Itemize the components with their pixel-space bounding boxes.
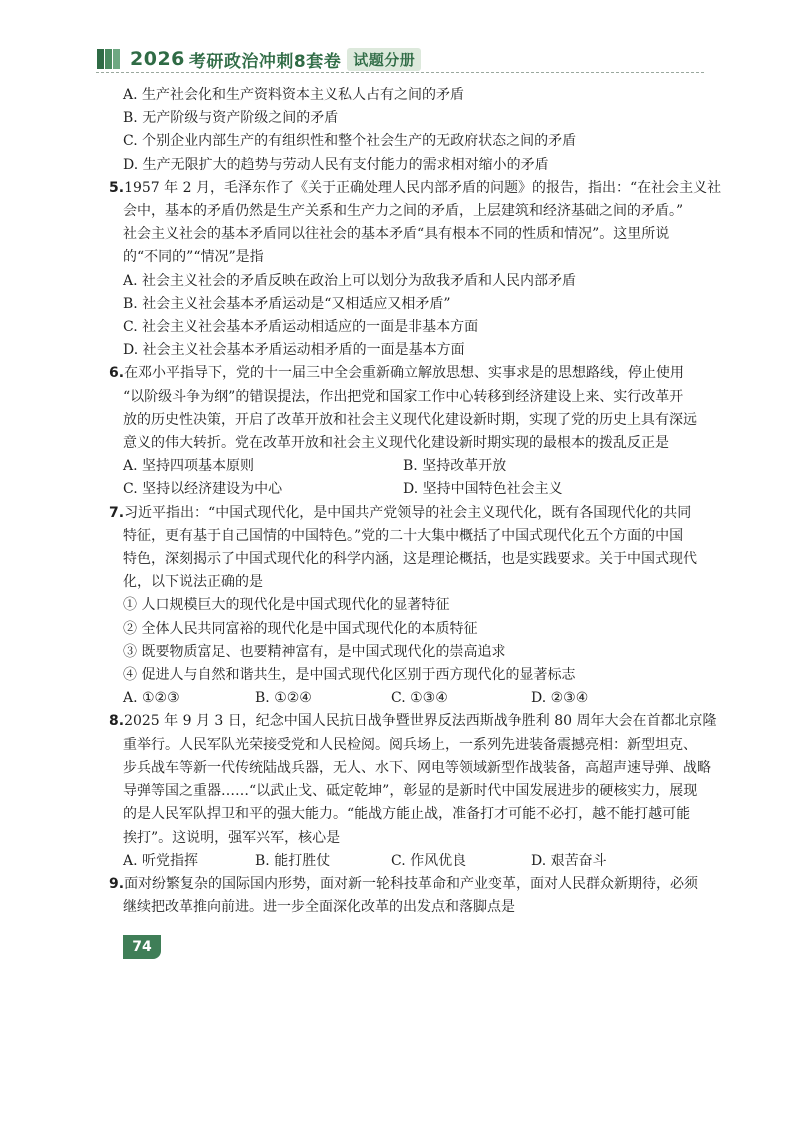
question-8 xyxy=(109,710,717,872)
q6-option-c: C. 坚持以经济建设为中心 xyxy=(123,481,283,498)
q7-statement-3: ③ 既要物质富足、也要精神富有，是中国式现代化的崇高追求 xyxy=(123,643,506,660)
exam-content xyxy=(109,84,722,919)
q8-stem-line: 挨打”。这说明，强军兴军，核心是 xyxy=(123,829,341,846)
question-5 xyxy=(109,177,722,363)
q8-stem-line: 的是人民军队捍卫和平的强大能力。“能战方能止战，准备打才可能不必打，越不能打越可能 xyxy=(123,806,691,823)
q6-stem-line: 意义的伟大转折。党在改革开放和社会主义现代化建设新时期实现的最根本的拨乱反正是 xyxy=(123,435,669,452)
question-6 xyxy=(109,362,697,501)
question-4-options xyxy=(123,84,683,177)
q5-stem-line: 的“不同的”“情况”是指 xyxy=(123,249,264,266)
question-9 xyxy=(109,873,699,919)
q4-option-c: C. 个别企业内部生产的有组织性和整个社会生产的无政府状态之间的矛盾 xyxy=(123,133,577,150)
q8-options xyxy=(109,850,683,873)
q7-option-c: C. ①③④ xyxy=(391,690,448,707)
q9-stem-line xyxy=(109,873,699,896)
q5-stem-text: 1957 年 2 月，毛泽东作了《关于正确处理人民内部矛盾的问题》的报告，指出：“在社会主义社 xyxy=(124,179,722,196)
q6-option-a: A. 坚持四项基本原则 xyxy=(123,458,255,475)
q5-number: 5. xyxy=(109,179,125,196)
q7-stem-line: 化，以下说法正确的是 xyxy=(123,574,263,591)
q8-stem-line xyxy=(109,710,717,733)
q7-stem-line: 特征，更有基于自己国情的中国特色。”党的二十大集中概括了中国式现代化五个方面的中国 xyxy=(123,527,684,544)
q5-option-a: A. 社会主义社会的矛盾反映在政治上可以划分为敌我矛盾和人民内部矛盾 xyxy=(123,272,577,289)
q8-stem-line: 导弹等国之重器……“以武止戈、砥定乾坤”，彰显的是新时代中国发展进步的硬核实力，展现 xyxy=(123,783,698,800)
q5-option-b: B. 社会主义社会基本矛盾运动是“又相适应又相矛盾” xyxy=(123,295,451,312)
header-divider xyxy=(96,72,704,73)
q9-number: 9. xyxy=(109,875,125,892)
q5-stem-line: 社会主义社会的基本矛盾同以往社会的基本矛盾“具有根本不同的性质和情况”。这里所说 xyxy=(123,226,670,243)
q6-stem-line: 放的历史性决策，开启了改革开放和社会主义现代化建设新时期，实现了党的历史上具有深远 xyxy=(123,411,697,428)
q7-option-a: A. ①②③ xyxy=(123,690,180,707)
q5-stem-line: 会中，基本的矛盾仍然是生产关系和生产力之间的矛盾，上层建筑和经济基础之间的矛盾。” xyxy=(123,203,684,220)
q7-stem-line: 特色，深刻揭示了中国式现代化的科学内涵，这是理论概括，也是实践要求。关于中国式现代 xyxy=(123,551,697,568)
q6-number: 6. xyxy=(109,365,125,382)
q7-statement-2: ② 全体人民共同富裕的现代化是中国式现代化的本质特征 xyxy=(123,620,478,637)
question-7 xyxy=(109,502,697,711)
q8-number: 8. xyxy=(109,713,125,730)
q9-stem-line: 继续把改革推向前进。进一步全面深化改革的出发点和落脚点是 xyxy=(123,899,515,916)
q8-option-d: D. 艰苦奋斗 xyxy=(531,852,607,869)
q9-stem-text: 面对纷繁复杂的国际国内形势，面对新一轮科技革命和产业变革，面对人民群众新期待，必须 xyxy=(124,875,699,892)
q7-stem-line xyxy=(109,502,692,525)
header-title-text: 考研政治冲刺8套卷 xyxy=(188,51,342,72)
header-year: 2026 xyxy=(130,48,185,70)
page-header xyxy=(96,44,421,74)
q7-number: 7. xyxy=(109,504,125,521)
q8-stem-line: 重举行。人民军队光荣接受党和人民检阅。阅兵场上，一系列先进装备震撼亮相：新型坦克、 xyxy=(123,736,697,753)
q5-option-c: C. 社会主义社会基本矛盾运动相适应的一面是非基本方面 xyxy=(123,319,479,336)
q6-stem-text: 在邓小平指导下，党的十一届三中全会重新确立解放思想、实事求是的思想路线，停止使用 xyxy=(124,365,685,382)
q5-stem-line xyxy=(109,177,722,200)
q6-option-b: B. 坚持改革开放 xyxy=(403,458,507,475)
page-number: 74 xyxy=(123,935,161,959)
q6-stem-line: “以阶级斗争为纲”的错误提法，作出把党和国家工作中心转移到经济建设上来、实行改革开 xyxy=(123,388,684,405)
header-badge: 试题分册 xyxy=(347,48,421,71)
q5-option-d: D. 社会主义社会基本矛盾运动相矛盾的一面是基本方面 xyxy=(123,342,465,359)
q7-options xyxy=(109,687,683,710)
q8-option-b: B. 能打胜仗 xyxy=(255,852,331,869)
q4-option-a: A. 生产社会化和生产资料资本主义私人占有之间的矛盾 xyxy=(123,87,465,103)
q7-option-b: B. ①②④ xyxy=(255,690,312,707)
q8-stem-text: 2025 年 9 月 3 日，纪念中国人民抗日战争暨世界反法西斯战争胜利 80 周年大会在首都北京隆 xyxy=(124,713,717,730)
q4-option-d: D. 生产无限扩大的趋势与劳动人民有支付能力的需求相对缩小的矛盾 xyxy=(123,156,549,173)
q8-option-a: A. 听党指挥 xyxy=(123,852,199,869)
q7-stem-text: 习近平指出：“中国式现代化，是中国共产党领导的社会主义现代化，既有各国现代化的共同 xyxy=(124,504,692,521)
q7-statement-1: ① 人口规模巨大的现代化是中国式现代化的显著特征 xyxy=(123,597,450,614)
book-icon xyxy=(96,47,122,71)
q8-stem-line: 步兵战车等新一代传统陆战兵器，无人、水下、网电等领域新型作战装备，高超声速导弹、战略 xyxy=(123,759,711,776)
q8-option-c: C. 作风优良 xyxy=(391,852,467,869)
q6-stem-line xyxy=(109,362,683,385)
q4-option-b: B. 无产阶级与资产阶级之间的矛盾 xyxy=(123,110,339,127)
q7-statement-4: ④ 促进人与自然和谐共生，是中国式现代化区别于西方现代化的显著标志 xyxy=(123,667,576,684)
q7-option-d: D. ②③④ xyxy=(531,690,589,707)
header-title xyxy=(130,47,421,72)
q6-option-d: D. 坚持中国特色社会主义 xyxy=(403,481,563,498)
q6-options xyxy=(109,455,683,501)
